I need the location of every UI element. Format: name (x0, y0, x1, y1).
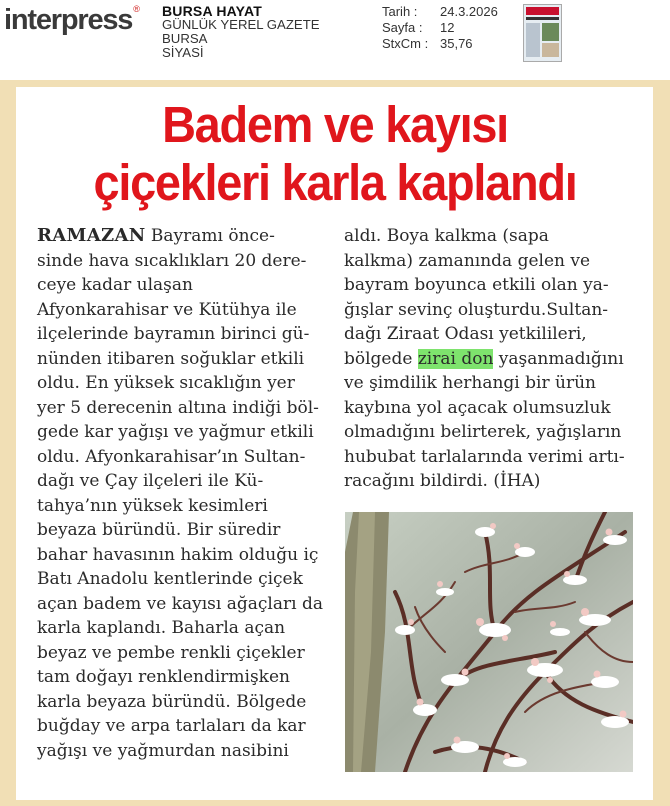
publication-name: BURSA HAYAT (162, 3, 262, 19)
col1-line: sinde hava sıcaklıkları 20 dere- (37, 250, 307, 271)
col1-line: tahya’nın yüksek kesimleri (37, 495, 268, 516)
col1-line: Batı Anadolu kentlerinde çiçek (37, 569, 303, 589)
col1-line: açan badem ve kayısı ağaçları da (37, 593, 323, 614)
col1-line: tam doğayı renklendirmişken (37, 667, 290, 687)
col2-line: olmadığını belirterek, yağışların (344, 422, 622, 442)
publication-category: SİYASİ (162, 45, 204, 60)
col2-line: bölgede zirai don yaşanmadığını (344, 348, 624, 369)
col1-line: Afyonkarahisar ve Kütühya ile (37, 299, 297, 320)
page-thumbnail[interactable] (523, 4, 562, 62)
publication-city: BURSA (162, 31, 208, 46)
col1-line: karla kaplandı. Baharla açan (37, 618, 286, 638)
interpress-logo: interpress® (4, 4, 140, 36)
col1-line: yer 5 derecenin altına indiği böl- (37, 397, 319, 418)
col2-line: bayram boyunca etkili olan ya- (344, 275, 609, 295)
clipping-meta (382, 4, 498, 52)
col1-line: ceye kadar ulaşan (37, 275, 193, 295)
col2-line: ğışlar sevinç oluşturdu.Sultan- (344, 299, 609, 320)
article-column-1 (37, 224, 327, 763)
snow-blossom-photo (345, 512, 633, 772)
col1-line: buğday ve arpa tarlaları da kar (37, 716, 306, 736)
highlighted-term: zirai don (417, 348, 494, 369)
col1-line: dağı ve Çay ilçeleri ile Kü- (37, 471, 264, 491)
col2-line: kalkma) zamanında gelen ve (344, 250, 591, 271)
article-headline: Badem ve kayısı çiçekleri karla kaplandı (93, 96, 577, 211)
meta-stxcm: StxCm : 35,76 (382, 36, 473, 51)
lead-word: RAMAZAN (37, 225, 146, 246)
col1-line: ilçelerinde bayramın birinci gü- (37, 324, 310, 344)
col1-line: RAMAZAN Bayramı önce- (37, 225, 275, 246)
col1-line: yağışı ve yağmurdan nasibini (37, 740, 289, 761)
col1-line: nünden itibaren soğuklar etkili (37, 348, 305, 369)
col1-line: karla beyaza büründü. Bölgede (37, 691, 307, 712)
col2-line: aldı. Boya kalkma (sapa (344, 226, 549, 246)
article-column-2 (344, 224, 634, 494)
col1-line: bahar havasının hakim olduğu iç (37, 544, 319, 565)
col2-line: racağını bildirdi. (İHA) (344, 471, 541, 491)
col2-line: ve şimdilik herhangi bir ürün (344, 373, 596, 393)
meta-page: Sayfa : 12 (382, 20, 455, 35)
col1-line: oldu. Afyonkarahisar’ın Sultan- (37, 446, 306, 467)
clipping-header (0, 0, 670, 80)
col2-line: kaybına yol açacak olumsuzluk (344, 397, 611, 418)
col2-line: hububat tarlalarında verimi artı- (344, 446, 625, 467)
col1-line: beyaza büründü. Bir süredir (37, 520, 281, 540)
col1-line: beyaz ve pembe renkli çiçekler (37, 642, 305, 663)
col1-line: oldu. En yüksek sıcaklığın yer (37, 373, 295, 393)
publication-info (162, 4, 320, 60)
col1-line: gede kar yağışı ve yağmur etkili (37, 422, 314, 442)
publication-type: GÜNLÜK YEREL GAZETE (162, 17, 320, 32)
meta-date: Tarih : 24.3.2026 (382, 4, 498, 19)
col2-line: dağı Ziraat Odası yetkilileri, (344, 324, 587, 344)
